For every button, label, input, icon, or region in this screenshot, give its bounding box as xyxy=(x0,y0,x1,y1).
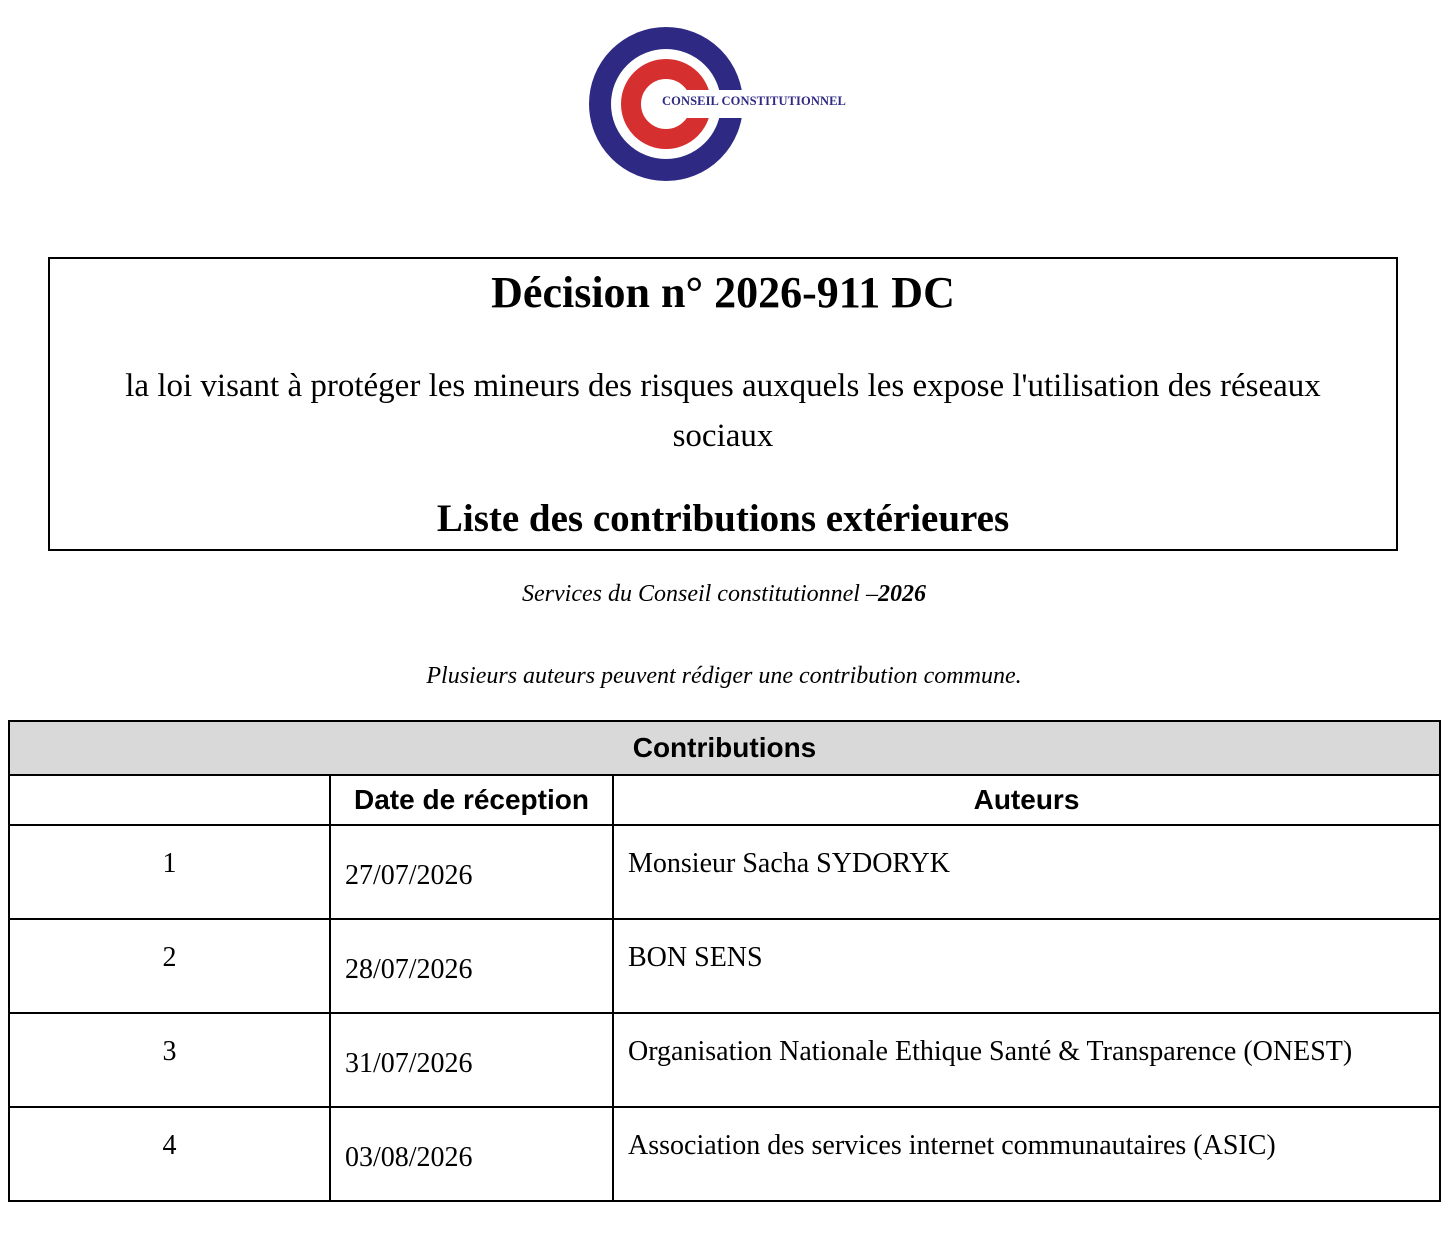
title-box xyxy=(48,257,1398,551)
table-row xyxy=(9,1013,1440,1107)
row-number: 3 xyxy=(9,1013,330,1107)
row-date: 31/07/2026 xyxy=(330,1013,613,1107)
row-author: Monsieur Sacha SYDORYK xyxy=(613,825,1440,919)
row-number: 1 xyxy=(9,825,330,919)
table-row xyxy=(9,1107,1440,1201)
row-date: 28/07/2026 xyxy=(330,919,613,1013)
services-line xyxy=(0,578,1448,610)
row-author: BON SENS xyxy=(613,919,1440,1013)
decision-subject: la loi visant à protéger les mineurs des risques auxquels les expose l'utilisation des réseaux sociaux xyxy=(125,368,1321,454)
row-date: 03/08/2026 xyxy=(330,1107,613,1201)
column-header-authors: Auteurs xyxy=(613,775,1440,825)
column-header-date: Date de réception xyxy=(330,775,613,825)
decision-title: Décision n° 2026-911 DC xyxy=(491,268,955,317)
table-caption: Contributions xyxy=(9,721,1440,775)
table-row xyxy=(9,919,1440,1013)
list-title: Liste des contributions extérieures xyxy=(436,497,1010,540)
row-number: 2 xyxy=(9,919,330,1013)
row-number: 4 xyxy=(9,1107,330,1201)
table-header-row xyxy=(9,775,1440,825)
logo-text: CONSEIL CONSTITUTIONNEL xyxy=(662,94,846,108)
row-author: Organisation Nationale Ethique Santé & Transparence (ONEST) xyxy=(613,1013,1440,1107)
table-row xyxy=(9,825,1440,919)
row-date: 27/07/2026 xyxy=(330,825,613,919)
conseil-constitutionnel-logo xyxy=(588,24,878,184)
column-header-number xyxy=(9,775,330,825)
table-caption-row xyxy=(9,721,1440,775)
contributions-table xyxy=(8,720,1441,1202)
services-year: 2026 xyxy=(877,581,926,607)
services-text: Services du Conseil constitutionnel – xyxy=(522,581,878,607)
note-text: Plusieurs auteurs peuvent rédiger une contribution commune. xyxy=(426,663,1022,689)
row-author: Association des services internet communautaires (ASIC) xyxy=(613,1107,1440,1201)
